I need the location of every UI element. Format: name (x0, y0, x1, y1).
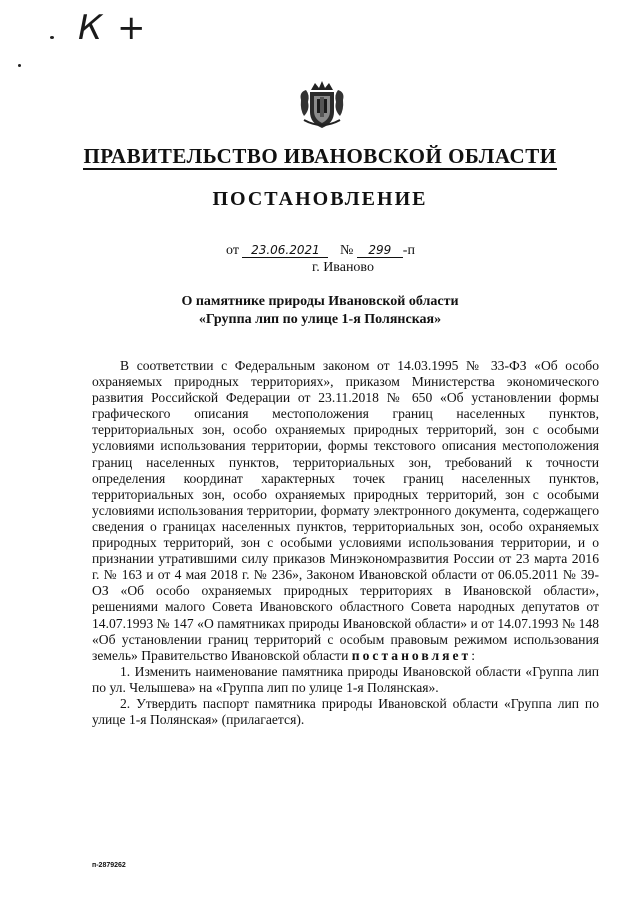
item-1: 1. Изменить наименование памятника природы Ивановской области «Группа лип по ул. Челышева» на «Группа лип по улице 1-я Полянская». (92, 663, 599, 695)
pen-dot (50, 36, 54, 39)
item-2: 2. Утвердить паспорт памятника природы Ивановской области «Группа лип по улице 1-я Полянская» (прилагается). (92, 695, 599, 728)
subject-line-1: О памятнике природы Ивановской области (181, 294, 459, 309)
number-suffix: -п (402, 243, 415, 258)
document-subject (0, 293, 640, 329)
preamble-text: В соответствии с Федеральным законом от 14.03.1995 № 33-ФЗ «Об особо охраняемых природных территориях», приказом Министерства экономического развития Российской Федерации от 23.11.2018 № 650 «Об установлении формы графического описания местоположения границ населенных пунктов, территориальных зон, особо охраняемых природных территорий, зон с особыми условиями использования территории, формы текстового описания местоположения границ населенных пунктов, территориальных зон, требований к точности определения координат характерных точек границ населенных пунктов, территориальных зон, особо охраняемых природных территорий, зон с особыми условиями использования территории, формату электронного документа, содержащего сведения о границах населенных пунктов, территориальных зон, особо охраняемых природных территорий, зон с особыми условиями использования территории, и о признании утратившими силу приказов Минэкономразвития России от 23 марта 2016 г. № 163 и от 4 мая 2018 г. № 236», Законом Ивановской области от 06.05.2011 № 39-ОЗ «Об особо охраняемых природных территориях в Ивановской области», решениями малого Совета Ивановского областного Совета народных депутатов от 14.07.1993 № 147 «О памятниках природы Ивановской области» и от 14.07.1993 № 148 «Об установлении границ территорий с особым правовым режимом использования земель» Правительство Ивановской области (92, 358, 599, 663)
decree-colon: : (471, 647, 476, 663)
coat-of-arms-emblem (298, 80, 346, 130)
number-value: 299 (357, 244, 403, 258)
government-title (0, 144, 640, 169)
pen-dot (18, 64, 21, 67)
subject-line-2: «Группа лип по улице 1-я Полянская» (198, 312, 442, 327)
government-title-text: ПРАВИТЕЛЬСТВО ИВАНОВСКОЙ ОБЛАСТИ (83, 144, 557, 168)
number-label: № (339, 243, 354, 258)
decree-word: постановляет (351, 647, 472, 663)
date-value: 23.06.2021 (242, 244, 328, 258)
document-body (92, 358, 599, 728)
document-type: ПОСТАНОВЛЕНИЕ (212, 188, 428, 210)
document-code: п-2879262 (92, 862, 126, 869)
preamble-paragraph (92, 358, 599, 664)
handwritten-mark: К + (78, 8, 148, 48)
date-number-line (226, 243, 415, 259)
date-prefix: от (226, 243, 239, 258)
city: г. Иваново (312, 260, 374, 275)
